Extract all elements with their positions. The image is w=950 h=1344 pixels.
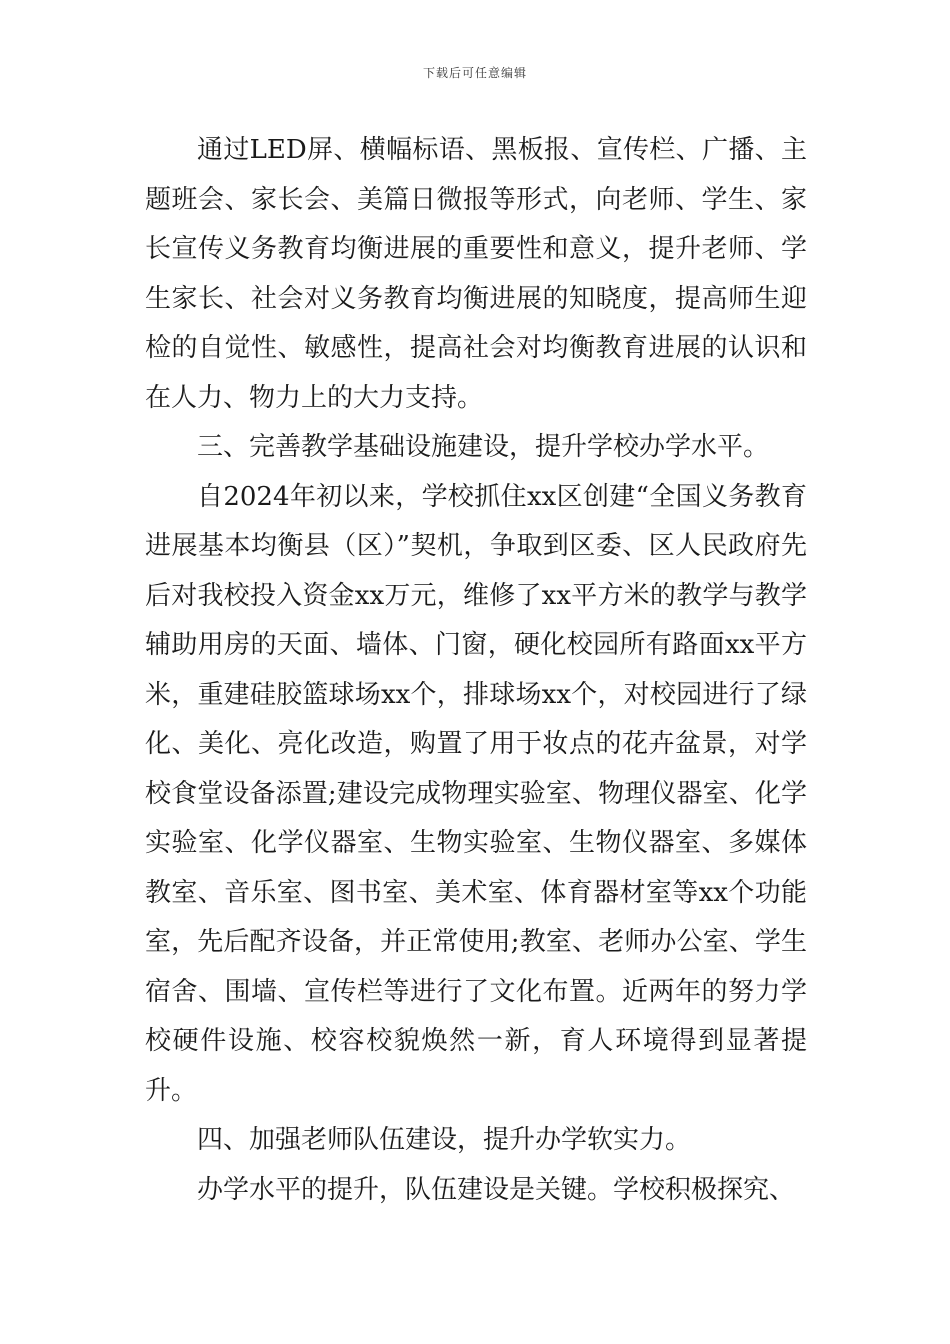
section-heading-4: 四、加强老师队伍建设，提升办学软实力。 — [197, 1125, 692, 1155]
paragraph-team-building: 办学水平的提升，队伍建设是关键。学校积极探究、 — [197, 1174, 796, 1205]
paragraph-publicity: 通过LED屏、横幅标语、黑板报、宣传栏、广播、主题班会、家长会、美篇日微报等形式，向老师、学生、家长宣传义务教育均衡进展的重要性和意义，提升老师、学生家长、社会对义务教育均衡进展的知晓度，提高师生迎检的自觉性、敏感性，提高社会对均衡教育进展的认识和在人力、物力上的大力支持。 — [145, 135, 807, 413]
document-body — [145, 126, 807, 1215]
section-heading-3: 三、完善教学基础设施建设，提升学校办学水平。 — [197, 432, 770, 462]
page-header-note: 下载后可任意编辑 — [422, 66, 527, 80]
paragraph-infrastructure: 自2024年初以来，学校抓住xx区创建“全国义务教育进展基本均衡县（区）”契机，争取到区委、区人民政府先后对我校投入资金xx万元，维修了xx平方米的教学与教学辅助用房的天面、墙体、门窗，硬化校园所有路面xx平方米，重建硅胶篮球场xx个，排球场xx个，对校园进行了绿化、美化、亮化改造，购置了用于妆点的花卉盆景，对学校食堂设备添置;建设完成物理实验室、物理仪器室、化学实验室、化学仪器室、生物实验室、生物仪器室、多媒体教室、音乐室、图书室、美术室、体育器材室等xx个功能室，先后配齐设备，并正常使用;教室、老师办公室、学生宿舍、围墙、宣传栏等进行了文化布置。近两年的努力学校硬件设施、校容校貌焕然一新，育人环境得到显著提升。 — [145, 481, 807, 1106]
